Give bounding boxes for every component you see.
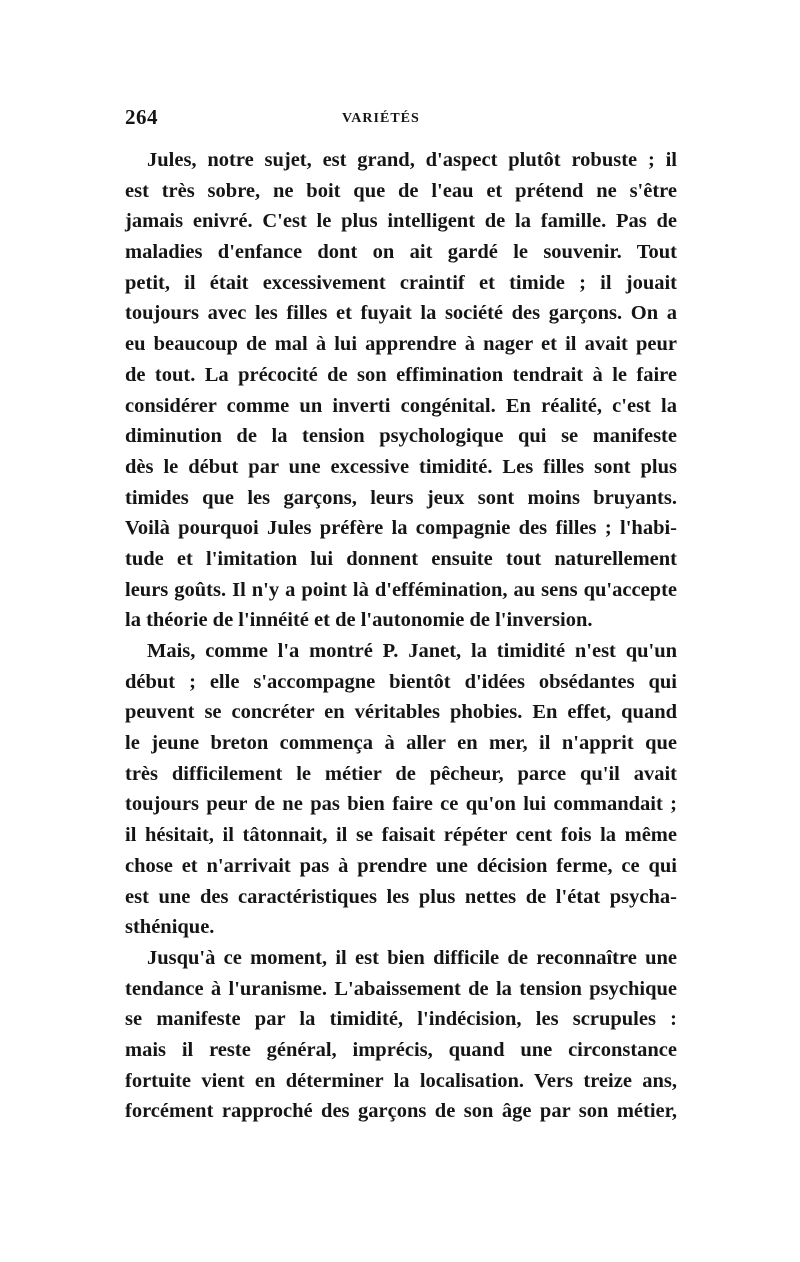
text-line: fortuite vient en déterminer la localisation. Vers treize ans,: [125, 1069, 677, 1092]
text-line: Voilà pourquoi Jules préfère la compagnie des filles ; l'habi-: [125, 517, 677, 540]
text-line: maladies d'enfance dont on ait gardé le souvenir. Tout: [125, 241, 677, 264]
text-line: est très sobre, ne boit que de l'eau et prétend ne s'être: [125, 179, 677, 202]
text-line: Mais, comme l'a montré P. Janet, la timidité n'est qu'un: [147, 640, 677, 662]
text-line: peuvent se concréter en véritables phobies. En effet, quand: [125, 701, 677, 724]
text-line: début ; elle s'accompagne bientôt d'idées obsédantes qui: [125, 670, 677, 693]
text-line: est une des caractéristiques les plus nettes de l'état psycha-: [125, 885, 677, 908]
body-text: [125, 145, 677, 1127]
text-line: tendance à l'uranisme. L'abaissement de la tension psychique: [125, 977, 677, 1000]
text-line: il hésitait, il tâtonnait, il se faisait répéter cent fois la même: [125, 824, 677, 847]
text-line: la théorie de l'innéité et de l'autonomie de l'inversion.: [125, 609, 593, 632]
text-line: toujours avec les filles et fuyait la société des garçons. On a: [125, 302, 677, 325]
text-line: tude et l'imitation lui donnent ensuite tout naturellement: [125, 547, 677, 570]
text-line: timides que les garçons, leurs jeux sont moins bruyants.: [125, 486, 677, 509]
text-line: se manifeste par la timidité, l'indécision, les scrupules :: [125, 1008, 677, 1031]
text-line: jamais enivré. C'est le plus intelligent de la famille. Pas de: [125, 210, 677, 233]
text-line: diminution de la tension psychologique qui se manifeste: [125, 425, 677, 448]
running-title: VARIÉTÉS: [342, 111, 420, 126]
text-line: considérer comme un inverti congénital. En réalité, c'est la: [125, 394, 677, 417]
text-line: eu beaucoup de mal à lui apprendre à nager et il avait peur: [125, 333, 677, 356]
text-line: très difficilement le métier de pêcheur, parce qu'il avait: [125, 762, 677, 785]
text-line: forcément rapproché des garçons de son âge par son métier,: [125, 1100, 677, 1123]
text-line: le jeune breton commença à aller en mer, il n'apprit que: [125, 732, 677, 755]
text-line: sthénique.: [125, 916, 215, 939]
text-line: petit, il était excessivement craintif et timide ; il jouait: [125, 271, 677, 294]
text-line: Jules, notre sujet, est grand, d'aspect plutôt robuste ; il: [147, 149, 677, 171]
text-line: leurs goûts. Il n'y a point là d'effémination, au sens qu'accepte: [125, 578, 677, 601]
text-line: chose et n'arrivait pas à prendre une décision ferme, ce qui: [125, 854, 677, 877]
text-line: mais il reste général, imprécis, quand une circonstance: [125, 1038, 677, 1061]
text-line: de tout. La précocité de son effimination tendrait à le faire: [125, 363, 677, 386]
text-line: dès le début par une excessive timidité. Les filles sont plus: [125, 455, 677, 478]
text-line: Jusqu'à ce moment, il est bien difficile de reconnaître une: [147, 946, 677, 969]
page-number: 264: [125, 105, 158, 129]
running-header: [125, 105, 677, 135]
text-line: toujours peur de ne pas bien faire ce qu'on lui commandait ;: [125, 793, 677, 816]
